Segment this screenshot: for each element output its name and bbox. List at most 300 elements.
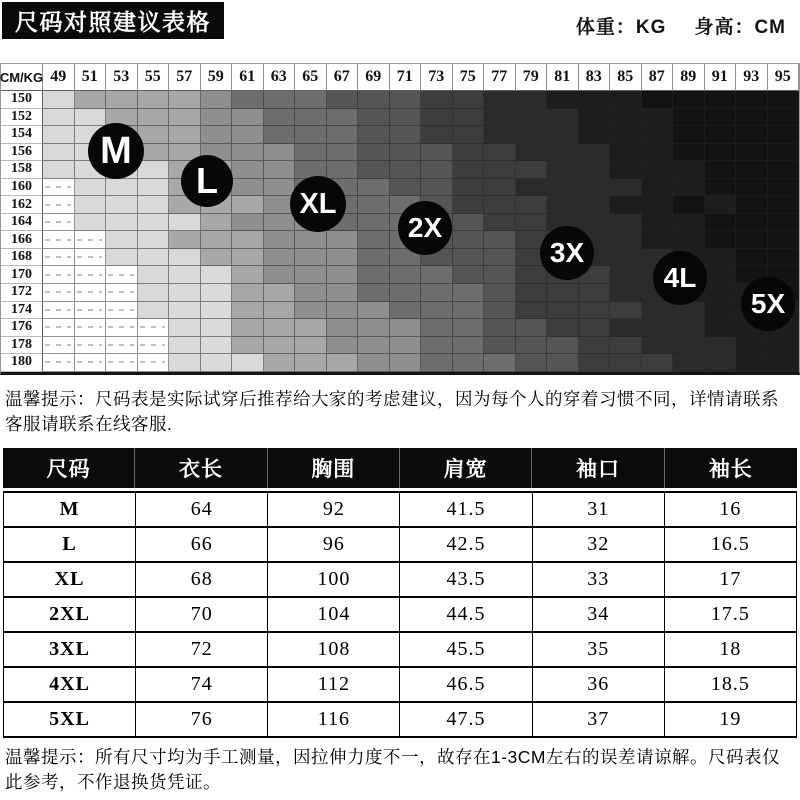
heatmap-cell [610,231,642,249]
heatmap-cell [453,337,485,355]
heatmap-cell [169,249,201,267]
heatmap-cell [201,302,233,320]
heatmap-cell [169,214,201,232]
heatmap-cell [264,266,296,284]
heatmap-cell [673,354,705,372]
heatmap-cell [768,109,800,127]
heatmap-cell [453,196,485,214]
heatmap-cell [547,196,579,214]
heatmap-cell [705,231,737,249]
measurement-cell: 72 [136,632,268,667]
heatmap-cell [264,144,296,162]
heatmap-cell [264,231,296,249]
heatmap-cell [453,266,485,284]
heatmap-cell [768,337,800,355]
heatmap-cell [75,91,107,109]
heatmap-cell [610,302,642,320]
heatmap-cell [768,354,800,372]
measurement-cell: 66 [136,527,268,562]
heatmap-cell [295,354,327,372]
weight-header-cell: 67 [327,64,359,91]
heatmap-cell [201,266,233,284]
heatmap-cell [295,284,327,302]
height-unit-label: 身高：CM [694,17,786,38]
heatmap-cell [610,337,642,355]
weight-header-cell: 79 [516,64,548,91]
heatmap-cell [705,266,737,284]
weight-header-cell: 51 [75,64,107,91]
heatmap-cell [705,161,737,179]
measurement-cell: 31 [532,492,664,527]
heatmap-cell [642,302,674,320]
heatmap-cell [390,109,422,127]
heatmap-cell [484,284,516,302]
heatmap-cell [673,231,705,249]
table-row [4,702,797,737]
top-bar [0,0,800,63]
heatmap-cell [75,266,107,284]
heatmap-cell [516,144,548,162]
heatmap-cell [43,266,75,284]
heatmap-cell [673,109,705,127]
heatmap-cell [138,266,170,284]
heatmap-cell [75,284,107,302]
heatmap-cell [232,354,264,372]
heatmap-cell [610,161,642,179]
heatmap-cell [169,302,201,320]
heatmap-cell [642,179,674,197]
heatmap-cell [453,161,485,179]
heatmap-cell [75,214,107,232]
top-note: 温馨提示：尺码表是实际试穿后推荐给大家的考虑建议，因为每个人的穿着习惯不同，详情请联系客服请联系在线客服. [5,388,779,434]
heatmap-cell [358,109,390,127]
heatmap-cell [705,337,737,355]
heatmap-cell [547,354,579,372]
heatmap-cell [138,231,170,249]
heatmap-cell [106,196,138,214]
heatmap-cell [421,284,453,302]
heatmap-cell [106,249,138,267]
heatmap-cell [43,196,75,214]
heatmap-cell [358,231,390,249]
heatmap-cell [453,214,485,232]
heatmap-cell [453,284,485,302]
heatmap-cell [705,214,737,232]
heatmap-cell [327,266,359,284]
heatmap-cell [642,337,674,355]
heatmap-cell [610,196,642,214]
heatmap-cell [43,144,75,162]
heatmap-cell [673,126,705,144]
measurement-cell: 100 [268,562,400,597]
heatmap-cell [484,161,516,179]
heatmap-cell [327,337,359,355]
measurement-cell: 36 [532,667,664,702]
weight-header-cell: 91 [705,64,737,91]
heatmap-cell [106,231,138,249]
size-zone-label-2x: 2X [398,201,452,255]
heatmap-cell [642,126,674,144]
heatmap-cell [390,302,422,320]
measurement-cell: 76 [136,702,268,737]
measurement-table [3,491,797,738]
heatmap-cell [43,91,75,109]
heatmap-cell [264,91,296,109]
heatmap-cell [358,266,390,284]
measurement-cell: 45.5 [400,632,532,667]
measurement-cell: 41.5 [400,492,532,527]
heatmap-cell [264,319,296,337]
heatmap-cell [484,354,516,372]
heatmap-cell [264,249,296,267]
heatmap-cell [516,354,548,372]
heatmap-cell [232,161,264,179]
heatmap-cell [610,319,642,337]
heatmap-cell [264,179,296,197]
heatmap-cell [768,196,800,214]
heatmap-cell [138,179,170,197]
heatmap-cell [43,319,75,337]
heatmap-cell [232,91,264,109]
heatmap-cell [736,179,768,197]
heatmap-cell [453,302,485,320]
heatmap-cell [390,337,422,355]
heatmap-cell [201,249,233,267]
size-cell: 4XL [4,667,136,702]
heatmap-cell [390,126,422,144]
heatmap-cell [516,284,548,302]
height-header-cell: 158 [1,161,43,179]
heatmap-cell [295,319,327,337]
heatmap-cell [169,109,201,127]
heatmap-cell [106,354,138,372]
heatmap-cell [43,109,75,127]
size-cell: XL [4,562,136,597]
heatmap-cell [232,319,264,337]
heatmap-cell [232,249,264,267]
heatmap-cell [768,126,800,144]
heatmap-cell [579,214,611,232]
heatmap-cell [169,337,201,355]
measurement-cell: 112 [268,667,400,702]
measurement-cell: 68 [136,562,268,597]
heatmap-cell [453,144,485,162]
size-zone-label-5x: 5X [741,277,795,331]
heatmap-cell [516,337,548,355]
weight-header-cell: 59 [201,64,233,91]
heatmap-cell [642,354,674,372]
heatmap-cell [421,266,453,284]
heatmap-cell [327,354,359,372]
table-row [4,597,797,632]
heatmap-cell [579,109,611,127]
heatmap-cell [453,231,485,249]
heatmap-cell [201,91,233,109]
heatmap-cell [547,179,579,197]
heatmap-cell [579,179,611,197]
table-row [4,492,797,527]
heatmap-cell [75,231,107,249]
heatmap-cell [201,214,233,232]
height-header-cell: 174 [1,302,43,320]
heatmap-cell [547,161,579,179]
heatmap-cell [138,302,170,320]
heatmap-cell [138,214,170,232]
heatmap-cell [673,144,705,162]
heatmap-cell [138,91,170,109]
heatmap-cell [295,144,327,162]
heatmap-cell [484,109,516,127]
heatmap-cell [421,144,453,162]
heatmap-corner-label: CM/KG [1,64,43,91]
measurement-cell: 43.5 [400,562,532,597]
size-zone-label-4l: 4L [653,251,707,305]
heatmap-cell [484,337,516,355]
heatmap-cell [516,302,548,320]
weight-header-cell: 53 [106,64,138,91]
heatmap-cell [736,231,768,249]
heatmap-cell [736,91,768,109]
heatmap-cell [43,354,75,372]
heatmap-cell [579,337,611,355]
height-header-cell: 168 [1,249,43,267]
heatmap-cell [358,161,390,179]
heatmap-cell [610,214,642,232]
heatmap-cell [264,161,296,179]
heatmap-cell [138,284,170,302]
heatmap-cell [264,126,296,144]
height-header-cell: 152 [1,109,43,127]
heatmap-cell [673,179,705,197]
weight-header-cell: 77 [484,64,516,91]
measurement-cell: 46.5 [400,667,532,702]
size-zone-label-xl: XL [290,176,346,232]
heatmap-cell [547,126,579,144]
heatmap-cell [232,214,264,232]
heatmap-cell [264,354,296,372]
heatmap-cell [327,161,359,179]
heatmap-cell [579,354,611,372]
heatmap-cell [516,179,548,197]
size-cell: 5XL [4,702,136,737]
heatmap-cell [516,126,548,144]
measurement-cell: 64 [136,492,268,527]
heatmap-cell [610,91,642,109]
heatmap-cell [327,91,359,109]
heatmap-cell [43,302,75,320]
heatmap-cell [358,284,390,302]
heatmap-cell [327,109,359,127]
heatmap-cell [75,302,107,320]
heatmap-cell [705,302,737,320]
heatmap-cell [264,284,296,302]
table-column-header: 肩宽 [400,448,532,488]
heatmap-cell [43,249,75,267]
heatmap-cell [264,109,296,127]
heatmap-cell [390,91,422,109]
heatmap-cell [358,91,390,109]
heatmap-cell [295,337,327,355]
heatmap-cell [736,109,768,127]
weight-header-cell: 71 [390,64,422,91]
heatmap-cell [642,319,674,337]
measurement-cell: 33 [532,562,664,597]
weight-header-cell: 49 [43,64,75,91]
heatmap-cell [484,231,516,249]
heatmap-cell [736,144,768,162]
heatmap-cell [232,179,264,197]
heatmap-cell [358,214,390,232]
measurement-cell: 16.5 [664,527,796,562]
heatmap-cell [547,284,579,302]
heatmap-cell [327,126,359,144]
heatmap-cell [736,249,768,267]
heatmap-cell [736,354,768,372]
measurement-cell: 19 [664,702,796,737]
heatmap-cell [673,319,705,337]
weight-header-cell: 61 [232,64,264,91]
heatmap-cell [264,214,296,232]
heatmap-cell [295,231,327,249]
heatmap-cell [390,284,422,302]
heatmap-cell [705,179,737,197]
heatmap-cell [358,319,390,337]
heatmap-cell [547,109,579,127]
heatmap-cell [295,302,327,320]
heatmap-cell [75,109,107,127]
height-header-cell: 172 [1,284,43,302]
heatmap-cell [736,126,768,144]
heatmap-cell [705,196,737,214]
height-header-cell: 164 [1,214,43,232]
heatmap-cell [232,231,264,249]
heatmap-cell [516,109,548,127]
heatmap-cell [705,284,737,302]
heatmap-cell [579,91,611,109]
heatmap-cell [421,109,453,127]
table-column-header: 袖长 [708,457,753,481]
heatmap-cell [390,354,422,372]
weight-header-cell: 87 [642,64,674,91]
heatmap-cell [358,196,390,214]
heatmap-cell [390,161,422,179]
measurement-cell: 18 [664,632,796,667]
heatmap-cell [106,179,138,197]
heatmap-cell [642,214,674,232]
heatmap-cell [484,249,516,267]
heatmap-cell [673,196,705,214]
height-header-cell: 178 [1,337,43,355]
heatmap-cell [579,144,611,162]
heatmap-cell [673,161,705,179]
heatmap-cell [138,249,170,267]
heatmap-cell [358,126,390,144]
heatmap-cell [768,161,800,179]
heatmap-cell [138,354,170,372]
heatmap-cell [516,214,548,232]
heatmap-cell [642,109,674,127]
heatmap-cell [358,302,390,320]
heatmap-cell [232,266,264,284]
table-column-header: 袖口 [532,448,664,488]
weight-header-cell: 57 [169,64,201,91]
weight-header-cell: 65 [295,64,327,91]
heatmap-cell [736,196,768,214]
heatmap-cell [484,214,516,232]
heatmap-cell [169,126,201,144]
heatmap-cell [232,126,264,144]
heatmap-cell [43,337,75,355]
height-header-cell: 160 [1,179,43,197]
heatmap-cell [736,161,768,179]
heatmap-cell [516,161,548,179]
heatmap-cell [421,337,453,355]
heatmap-cell [484,126,516,144]
heatmap-cell [579,161,611,179]
heatmap-cell [43,231,75,249]
heatmap-cell [232,284,264,302]
heatmap-cell [390,266,422,284]
heatmap-cell [642,231,674,249]
height-header-cell: 154 [1,126,43,144]
measurement-cell: 35 [532,632,664,667]
measurement-cell: 42.5 [400,527,532,562]
heatmap-cell [610,266,642,284]
heatmap-cell [484,91,516,109]
heatmap-cell [579,126,611,144]
heatmap-cell [169,354,201,372]
heatmap-cell [673,91,705,109]
heatmap-cell [484,319,516,337]
page-title: 尺码对照建议表格 [2,2,224,39]
table-row [4,527,797,562]
heatmap-cell [358,337,390,355]
weight-unit-label: 体重：KG [575,17,667,38]
bottom-note: 温馨提示：所有尺寸均为手工测量，因拉伸力度不一，故存在1-3CM左右的误差请谅解。尺码表仅此参考，不作退换货凭证。 [5,746,781,792]
height-header-cell: 180 [1,354,43,372]
heatmap-cell [358,249,390,267]
heatmap-cell [768,179,800,197]
heatmap-cell [295,126,327,144]
heatmap-cell [232,109,264,127]
weight-header-cell: 93 [736,64,768,91]
weight-header-cell: 85 [610,64,642,91]
heatmap-cell [106,284,138,302]
heatmap-cell [705,144,737,162]
heatmap-cell [642,196,674,214]
heatmap-cell [201,337,233,355]
table-column-header: 胸围 [268,448,400,488]
height-header-cell: 176 [1,319,43,337]
heatmap-cell [106,319,138,337]
measurement-cell: 17 [664,562,796,597]
heatmap-cell [579,196,611,214]
measurement-table-section [0,448,800,738]
heatmap-cell [768,144,800,162]
heatmap-cell [736,337,768,355]
measurement-cell: 32 [532,527,664,562]
heatmap-cell [232,337,264,355]
heatmap-cell [642,91,674,109]
height-header-cell: 150 [1,91,43,109]
heatmap-cell [421,302,453,320]
heatmap-cell [453,249,485,267]
measurement-cell: 104 [268,597,400,632]
size-cell: L [4,527,136,562]
measurement-cell: 74 [136,667,268,702]
heatmap-cell [106,302,138,320]
heatmap-cell [106,337,138,355]
